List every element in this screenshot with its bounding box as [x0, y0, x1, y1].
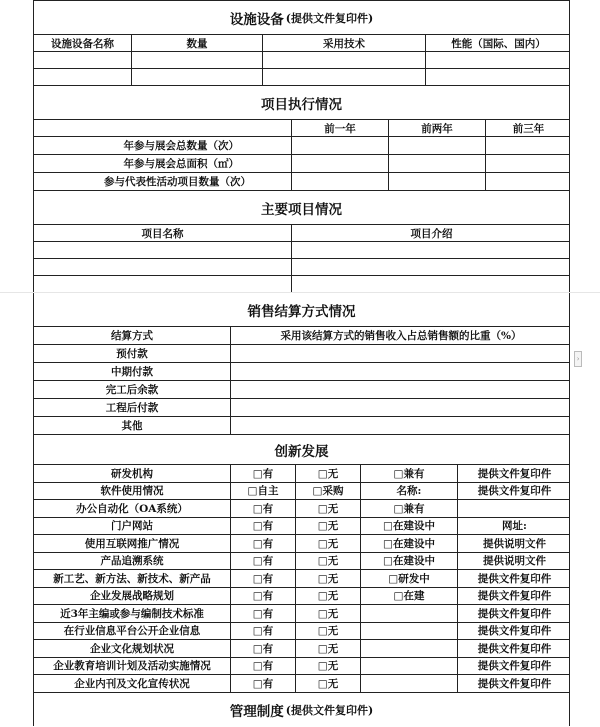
table-row [34, 535, 569, 553]
settlement-row-label: 预付款 [34, 345, 231, 362]
settlement-row-label: 其他 [34, 417, 231, 434]
innovation-option-checkbox[interactable]: □无 [296, 465, 361, 482]
projects-header-row [34, 225, 569, 242]
scroll-marker-icon[interactable]: › [574, 351, 582, 367]
innovation-row-note: 提供文件复印件 [477, 572, 552, 585]
table-cell[interactable] [486, 137, 571, 154]
innovation-option-checkbox[interactable]: □在建设中 [361, 518, 458, 535]
table-cell[interactable] [292, 276, 571, 292]
innovation-option-checkbox[interactable]: □有 [231, 570, 296, 587]
innovation-row-label: 研发机构 [34, 465, 231, 482]
management-note: (提供文件复印件) [285, 704, 374, 717]
table-cell[interactable] [34, 276, 292, 292]
innovation-option-checkbox[interactable]: □有 [231, 675, 296, 692]
execution-col-year1: 前一年 [292, 120, 389, 136]
innovation-option-checkbox[interactable] [361, 658, 458, 675]
execution-col-year2: 前两年 [389, 120, 486, 136]
settlement-row-label: 完工后余款 [34, 381, 231, 398]
innovation-option-checkbox[interactable]: □有 [231, 500, 296, 517]
innovation-option-checkbox[interactable] [361, 623, 458, 640]
table-row [34, 69, 569, 86]
table-cell[interactable] [292, 259, 571, 275]
innovation-row-note: 网址: [502, 520, 527, 533]
innovation-row-note: 提供说明文件 [483, 555, 546, 568]
table-cell[interactable] [231, 363, 571, 380]
innovation-option-checkbox[interactable]: □有 [231, 553, 296, 570]
innovation-option-checkbox[interactable]: □有 [231, 658, 296, 675]
table-row [34, 155, 569, 173]
settlement-section-header [34, 293, 569, 327]
facilities-col-name: 设施设备名称 [34, 35, 132, 51]
settlement-title: 销售结算方式情况 [247, 303, 356, 320]
innovation-option-checkbox[interactable]: □无 [296, 588, 361, 605]
table-cell[interactable] [231, 381, 571, 398]
table-row [34, 242, 569, 259]
table-row [34, 623, 569, 641]
table-cell[interactable] [231, 345, 571, 362]
settlement-row-label: 工程后付款 [34, 399, 231, 416]
innovation-row-label: 办公自动化（OA系统） [34, 500, 231, 517]
innovation-row-label: 企业文化规划状况 [34, 640, 231, 657]
facilities-note: (提供文件复印件) [285, 11, 374, 25]
innovation-option-checkbox[interactable]: □无 [296, 500, 361, 517]
innovation-option-checkbox[interactable] [361, 605, 458, 622]
innovation-option-checkbox[interactable]: □有 [231, 588, 296, 605]
table-cell[interactable] [34, 52, 132, 68]
table-cell[interactable] [292, 242, 571, 258]
facilities-col-performance: 性能（国际、国内） [451, 37, 546, 50]
innovation-row-note: 提供说明文件 [483, 537, 546, 550]
table-row [34, 381, 569, 399]
table-cell[interactable] [34, 69, 132, 85]
innovation-option-checkbox[interactable]: □有 [231, 623, 296, 640]
innovation-row-note [458, 500, 571, 517]
innovation-row-note: 提供文件复印件 [477, 590, 552, 603]
table-cell[interactable] [389, 155, 486, 172]
table-row [34, 658, 569, 676]
table-row [34, 553, 569, 571]
table-cell[interactable] [292, 173, 389, 190]
table-cell[interactable] [389, 137, 486, 154]
innovation-option-checkbox[interactable]: 名称: [361, 483, 458, 500]
innovation-row-note: 提供文件复印件 [477, 607, 552, 620]
innovation-option-checkbox[interactable]: □无 [296, 535, 361, 552]
table-cell[interactable] [231, 417, 571, 434]
execution-header-row [34, 120, 569, 137]
table-row [34, 570, 569, 588]
table-row [34, 640, 569, 658]
innovation-option-checkbox[interactable]: □自主 [231, 483, 296, 500]
innovation-option-checkbox[interactable]: □无 [296, 640, 361, 657]
innovation-option-checkbox[interactable]: □无 [296, 518, 361, 535]
table-row [34, 173, 569, 191]
innovation-option-checkbox[interactable]: □无 [296, 675, 361, 692]
innovation-option-checkbox[interactable]: □在建 [361, 588, 458, 605]
settlement-col-method: 结算方式 [34, 327, 231, 344]
table-cell[interactable] [132, 69, 263, 85]
innovation-option-checkbox[interactable]: □有 [231, 518, 296, 535]
table-row [34, 588, 569, 606]
execution-col-blank [34, 120, 292, 136]
innovation-row-label: 使用互联网推广情况 [34, 535, 231, 552]
innovation-row-note: 提供文件复印件 [477, 642, 552, 655]
innovation-option-checkbox[interactable]: □兼有 [361, 500, 458, 517]
table-row [34, 675, 569, 693]
facilities-title: 设施设备 [229, 11, 284, 28]
innovation-row-note: 提供文件复印件 [477, 625, 552, 638]
table-row [34, 500, 569, 518]
innovation-option-checkbox[interactable]: □研发中 [361, 570, 458, 587]
innovation-row-label: 软件使用情况 [34, 483, 231, 500]
innovation-row-label: 门户网站 [34, 518, 231, 535]
projects-col-name: 项目名称 [34, 225, 292, 241]
innovation-row-label: 新工艺、新方法、新技术、新产品 [34, 570, 231, 587]
projects-col-intro: 项目介绍 [410, 227, 453, 240]
table-row [34, 137, 569, 155]
innovation-row-label: 近3年主编或参与编制技术标准 [34, 605, 231, 622]
facilities-section-header [34, 1, 569, 35]
innovation-option-checkbox[interactable]: □采购 [296, 483, 361, 500]
table-cell[interactable] [263, 69, 426, 85]
management-title: 管理制度 [229, 704, 284, 720]
table-row [34, 399, 569, 417]
table-cell[interactable] [231, 399, 571, 416]
innovation-row-label: 产品追溯系统 [34, 553, 231, 570]
innovation-row-note: 提供文件复印件 [477, 485, 552, 498]
table-cell[interactable] [426, 52, 571, 68]
innovation-row-note: 提供文件复印件 [477, 467, 552, 480]
innovation-option-checkbox[interactable]: □无 [296, 623, 361, 640]
execution-row-label: 参与代表性活动项目数量（次） [34, 173, 292, 190]
innovation-option-checkbox[interactable]: □在建设中 [361, 553, 458, 570]
settlement-col-ratio: 采用该结算方式的销售收入占总销售额的比重（%） [280, 330, 522, 342]
form-table [33, 0, 570, 726]
innovation-option-checkbox[interactable]: □有 [231, 465, 296, 482]
facilities-header-row [34, 35, 569, 52]
management-section-header [34, 693, 569, 727]
innovation-option-checkbox[interactable]: □无 [296, 658, 361, 675]
innovation-option-checkbox[interactable]: □无 [296, 553, 361, 570]
table-row [34, 417, 569, 435]
table-cell[interactable] [426, 69, 571, 85]
execution-section-header [34, 86, 569, 120]
table-cell[interactable] [34, 259, 292, 275]
table-row [34, 518, 569, 536]
settlement-row-label: 中期付款 [34, 363, 231, 380]
innovation-row-label: 企业内刊及文化宣传状况 [34, 675, 231, 692]
table-cell[interactable] [263, 52, 426, 68]
table-cell[interactable] [486, 173, 571, 190]
innovation-option-checkbox[interactable] [361, 675, 458, 692]
table-row [34, 483, 569, 501]
innovation-option-checkbox[interactable]: □兼有 [361, 465, 458, 482]
innovation-row-label: 企业发展战略规划 [34, 588, 231, 605]
innovation-option-checkbox[interactable]: □有 [231, 535, 296, 552]
table-cell[interactable] [34, 242, 292, 258]
table-cell[interactable] [292, 137, 389, 154]
facilities-col-tech: 采用技术 [263, 35, 426, 51]
settlement-header-row [34, 327, 569, 345]
innovation-option-checkbox[interactable]: □无 [296, 605, 361, 622]
innovation-row-note: 提供文件复印件 [477, 660, 552, 673]
innovation-title: 创新发展 [274, 443, 329, 460]
table-row [34, 345, 569, 363]
page-break-line [0, 292, 600, 293]
table-cell[interactable] [292, 155, 389, 172]
projects-title: 主要项目情况 [261, 201, 342, 218]
innovation-row-label: 企业教育培训计划及活动实施情况 [34, 658, 231, 675]
execution-title: 项目执行情况 [261, 96, 342, 113]
table-row [34, 52, 569, 69]
innovation-option-checkbox[interactable]: □有 [231, 605, 296, 622]
innovation-option-checkbox[interactable]: □在建设中 [361, 535, 458, 552]
table-row [34, 363, 569, 381]
innovation-row-note: 提供文件复印件 [477, 677, 552, 690]
table-cell[interactable] [389, 173, 486, 190]
innovation-option-checkbox[interactable]: □无 [296, 570, 361, 587]
execution-col-year3: 前三年 [512, 122, 545, 135]
innovation-option-checkbox[interactable] [361, 640, 458, 657]
table-cell[interactable] [486, 155, 571, 172]
innovation-section-header [34, 435, 569, 465]
execution-row-label: 年参与展会总面积（㎡） [34, 155, 292, 172]
innovation-option-checkbox[interactable]: □有 [231, 640, 296, 657]
execution-row-label: 年参与展会总数量（次） [34, 137, 292, 154]
table-row [34, 465, 569, 483]
table-row [34, 259, 569, 276]
projects-section-header [34, 191, 569, 225]
table-row [34, 276, 569, 293]
facilities-col-quantity: 数量 [132, 35, 263, 51]
innovation-row-label: 在行业信息平台公开企业信息 [34, 623, 231, 640]
table-row [34, 605, 569, 623]
table-cell[interactable] [132, 52, 263, 68]
